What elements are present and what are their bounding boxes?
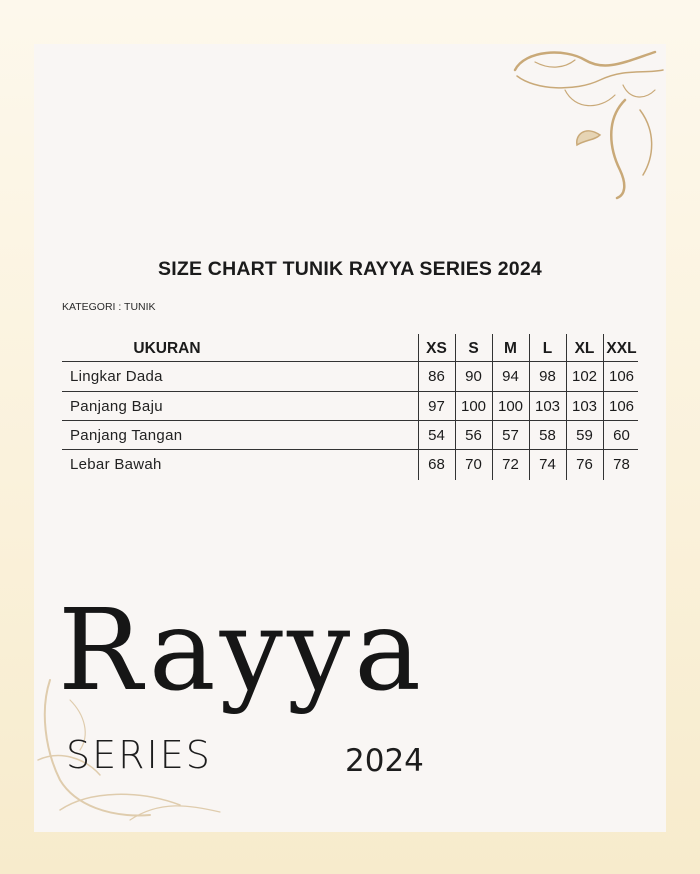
table-cell: 72 xyxy=(502,456,519,473)
table-cell: 90 xyxy=(465,368,482,385)
table-cell: 98 xyxy=(539,368,556,385)
size-chart-table xyxy=(62,334,640,480)
table-cell: 103 xyxy=(571,398,598,415)
gold-flourish-ornament-top-right xyxy=(505,40,670,200)
table-cell: 106 xyxy=(608,398,635,415)
row-label-panjang-tangan: Panjang Tangan xyxy=(70,427,183,444)
table-cell: 59 xyxy=(576,427,593,444)
brand-logo-series: SERIES xyxy=(66,733,212,777)
table-cell: 68 xyxy=(428,456,445,473)
column-header-size: XL xyxy=(574,340,595,357)
table-cell: 70 xyxy=(465,456,482,473)
column-header-size: S xyxy=(468,340,479,357)
table-cell: 56 xyxy=(465,427,482,444)
table-cell: 102 xyxy=(571,368,598,385)
brand-logo-rayya: Rayya xyxy=(58,586,425,716)
table-cell: 76 xyxy=(576,456,593,473)
column-header-size: XS xyxy=(426,340,447,357)
table-cell: 74 xyxy=(539,456,556,473)
table-cell: 94 xyxy=(502,368,519,385)
category-label: KATEGORI : TUNIK xyxy=(62,301,156,313)
table-cell: 100 xyxy=(497,398,524,415)
table-cell: 60 xyxy=(613,427,630,444)
column-header-size: L xyxy=(542,340,553,357)
table-cell: 58 xyxy=(539,427,556,444)
brand-logo-year: 2024 xyxy=(345,743,424,779)
table-cell: 78 xyxy=(613,456,630,473)
column-header-ukuran: UKURAN xyxy=(133,340,201,357)
table-cell: 86 xyxy=(428,368,445,385)
column-header-size: XXL xyxy=(606,340,637,357)
row-label-panjang-baju: Panjang Baju xyxy=(70,398,163,415)
column-header-size: M xyxy=(504,340,517,357)
row-label-lebar-bawah: Lebar Bawah xyxy=(70,456,162,473)
table-cell: 100 xyxy=(460,398,487,415)
table-cell: 57 xyxy=(502,427,519,444)
page-title: SIZE CHART TUNIK RAYYA SERIES 2024 xyxy=(158,258,542,280)
table-cell: 106 xyxy=(608,368,635,385)
table-cell: 97 xyxy=(428,398,445,415)
table-cell: 103 xyxy=(534,398,561,415)
table-cell: 54 xyxy=(428,427,445,444)
row-label-lingkar-dada: Lingkar Dada xyxy=(70,368,163,385)
